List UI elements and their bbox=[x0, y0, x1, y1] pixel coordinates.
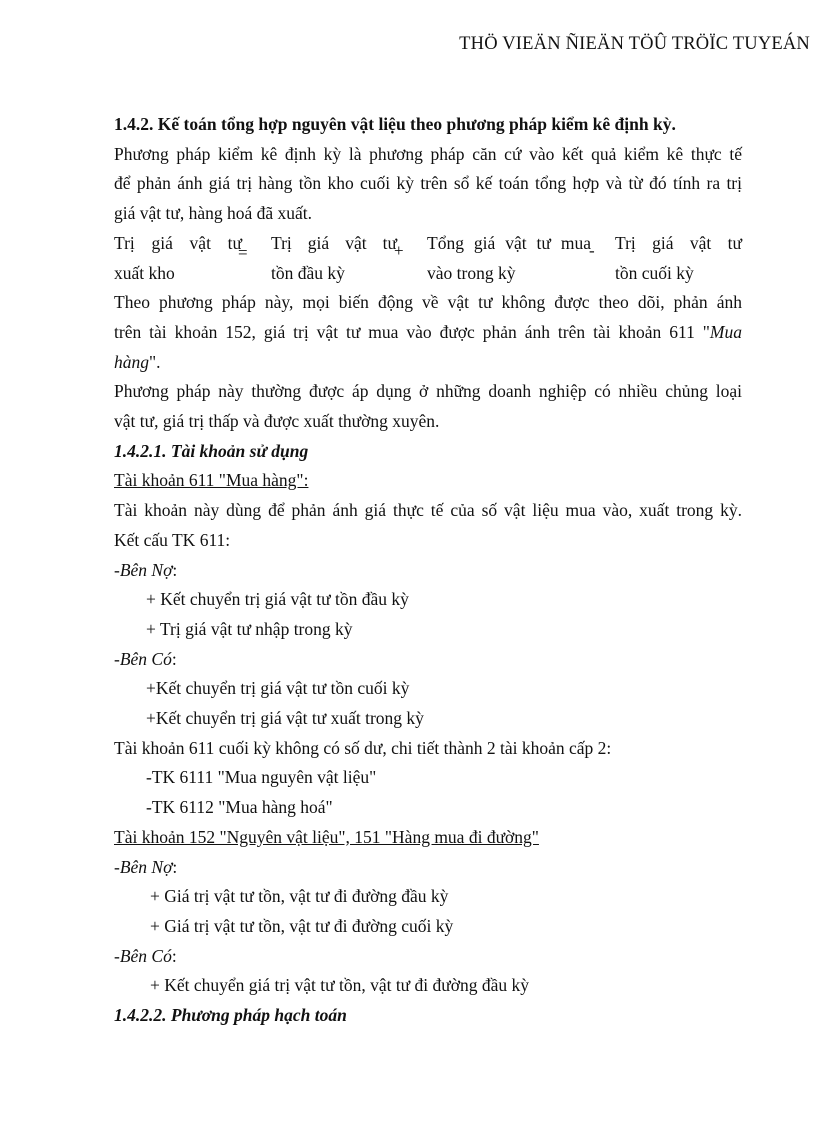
formula-term-issued-line1: Trị giá vật tư bbox=[114, 232, 242, 253]
debit-item-1b: + Trị giá vật tư nhập trong kỳ bbox=[146, 618, 353, 639]
credit-side-label-2-colon: : bbox=[171, 945, 177, 966]
formula-plus: + bbox=[394, 240, 404, 260]
credit-side-label-1 bbox=[114, 645, 742, 675]
formula-term-closing-line1: Trị giá vật tư bbox=[615, 232, 742, 253]
formula-term-closing bbox=[615, 229, 742, 288]
account-152-title-text: Tài khoản 152 "Nguyên vật liệu", 151 "Hàng mua đi đường" bbox=[114, 826, 539, 847]
page-header: THÖ VIEÄN ÑIEÄN TÖÛ TRÖÏC TUYEÁN bbox=[459, 34, 810, 54]
section-heading: 1.4.2. Kế toán tổng hợp nguyên vật liệu theo phương pháp kiểm kê định kỳ. bbox=[114, 114, 676, 134]
para3-line-1: Phương pháp này thường được áp dụng ở những doanh nghiệp có nhiều chủng loại bbox=[114, 381, 742, 402]
credit-side-label-2 bbox=[114, 942, 742, 972]
debit-side-label-2 bbox=[114, 853, 742, 883]
para2-line-3-italic: hàng bbox=[114, 351, 149, 372]
para2-line-2-italic: Mua bbox=[709, 321, 742, 342]
para2-line-2-text: trên tài khoản 152, giá trị vật tư mua vào được phản ánh trên tài khoản 611 " bbox=[114, 321, 710, 342]
para3-line-2: vật tư, giá trị thấp và được xuất thường xuyên. bbox=[114, 411, 440, 432]
formula-term-opening-line1: Trị giá vật tư bbox=[271, 232, 397, 253]
formula-term-opening-line2: tồn đầu kỳ bbox=[271, 262, 345, 283]
sub-account-6112: -TK 6112 "Mua hàng hoá" bbox=[146, 797, 333, 818]
formula-term-purchased-line1: Tổng giá vật tư mua bbox=[427, 232, 591, 253]
para2-line-3 bbox=[114, 348, 742, 378]
debit-item-1a: + Kết chuyển trị giá vật tư tồn đầu kỳ bbox=[146, 589, 409, 610]
debit-side-label-2-colon: : bbox=[172, 856, 178, 877]
formula-term-closing-line2: tồn cuối kỳ bbox=[615, 262, 694, 283]
document-body bbox=[114, 110, 742, 1031]
formula-equals: = bbox=[238, 242, 248, 262]
subsection-heading-method: 1.4.2.2. Phương pháp hạch toán bbox=[114, 1005, 347, 1026]
debit-item-2b: + Giá trị vật tư tồn, vật tư đi đường cuối kỳ bbox=[150, 915, 454, 936]
account-611-structure: Kết cấu TK 611: bbox=[114, 529, 231, 550]
credit-item-1a: +Kết chuyển trị giá vật tư tồn cuối kỳ bbox=[146, 678, 410, 699]
inventory-formula bbox=[114, 229, 742, 288]
para2-line-1: Theo phương pháp này, mọi biến động về vật tư không được theo dõi, phản ánh bbox=[114, 292, 742, 313]
credit-side-label-2-text: -Bên Có bbox=[114, 945, 172, 966]
credit-item-1b: +Kết chuyển trị giá vật tư xuất trong kỳ bbox=[146, 708, 424, 729]
formula-minus: - bbox=[589, 240, 595, 260]
formula-term-purchased-line2: vào trong kỳ bbox=[427, 262, 516, 283]
para2-line-2 bbox=[114, 318, 742, 348]
debit-side-label-2-text: -Bên Nợ bbox=[114, 856, 173, 877]
account-611-description: Tài khoản này dùng để phản ánh giá thực tế của số vật liệu mua vào, xuất trong kỳ. bbox=[114, 500, 742, 521]
account-611-title bbox=[114, 466, 742, 496]
no-balance-note: Tài khoản 611 cuối kỳ không có số dư, chi tiết thành 2 tài khoản cấp 2: bbox=[114, 737, 612, 758]
debit-side-label-1 bbox=[114, 556, 742, 586]
formula-term-issued bbox=[114, 229, 242, 288]
para2-line-3-end: ". bbox=[149, 351, 161, 372]
sub-account-6111: -TK 6111 "Mua nguyên vật liệu" bbox=[146, 767, 377, 788]
formula-term-issued-line2: xuất kho bbox=[114, 262, 175, 283]
debit-item-2a: + Giá trị vật tư tồn, vật tư đi đường đầu kỳ bbox=[150, 886, 449, 907]
credit-side-label-1-colon: : bbox=[171, 648, 177, 669]
formula-term-purchased bbox=[427, 229, 591, 288]
account-611-title-text: Tài khoản 611 "Mua hàng": bbox=[114, 470, 309, 491]
credit-item-2a: + Kết chuyển giá trị vật tư tồn, vật tư đi đường đầu kỳ bbox=[150, 975, 530, 996]
debit-side-label-1-text: -Bên Nợ bbox=[114, 559, 173, 580]
credit-side-label-1-text: -Bên Có bbox=[114, 648, 172, 669]
intro-line-2: để phản ánh giá trị hàng tồn kho cuối kỳ trên sổ kế toán tổng hợp và từ đó tính ra trị bbox=[114, 173, 742, 194]
account-152-title bbox=[114, 823, 742, 853]
debit-side-label-1-colon: : bbox=[172, 559, 178, 580]
subsection-heading-accounts: 1.4.2.1. Tài khoản sử dụng bbox=[114, 440, 309, 461]
intro-line-3: giá vật tư, hàng hoá đã xuất. bbox=[114, 203, 313, 224]
intro-line-1: Phương pháp kiểm kê định kỳ là phương pháp căn cứ vào kết quả kiểm kê thực tế bbox=[114, 143, 742, 164]
formula-term-opening bbox=[271, 229, 397, 288]
